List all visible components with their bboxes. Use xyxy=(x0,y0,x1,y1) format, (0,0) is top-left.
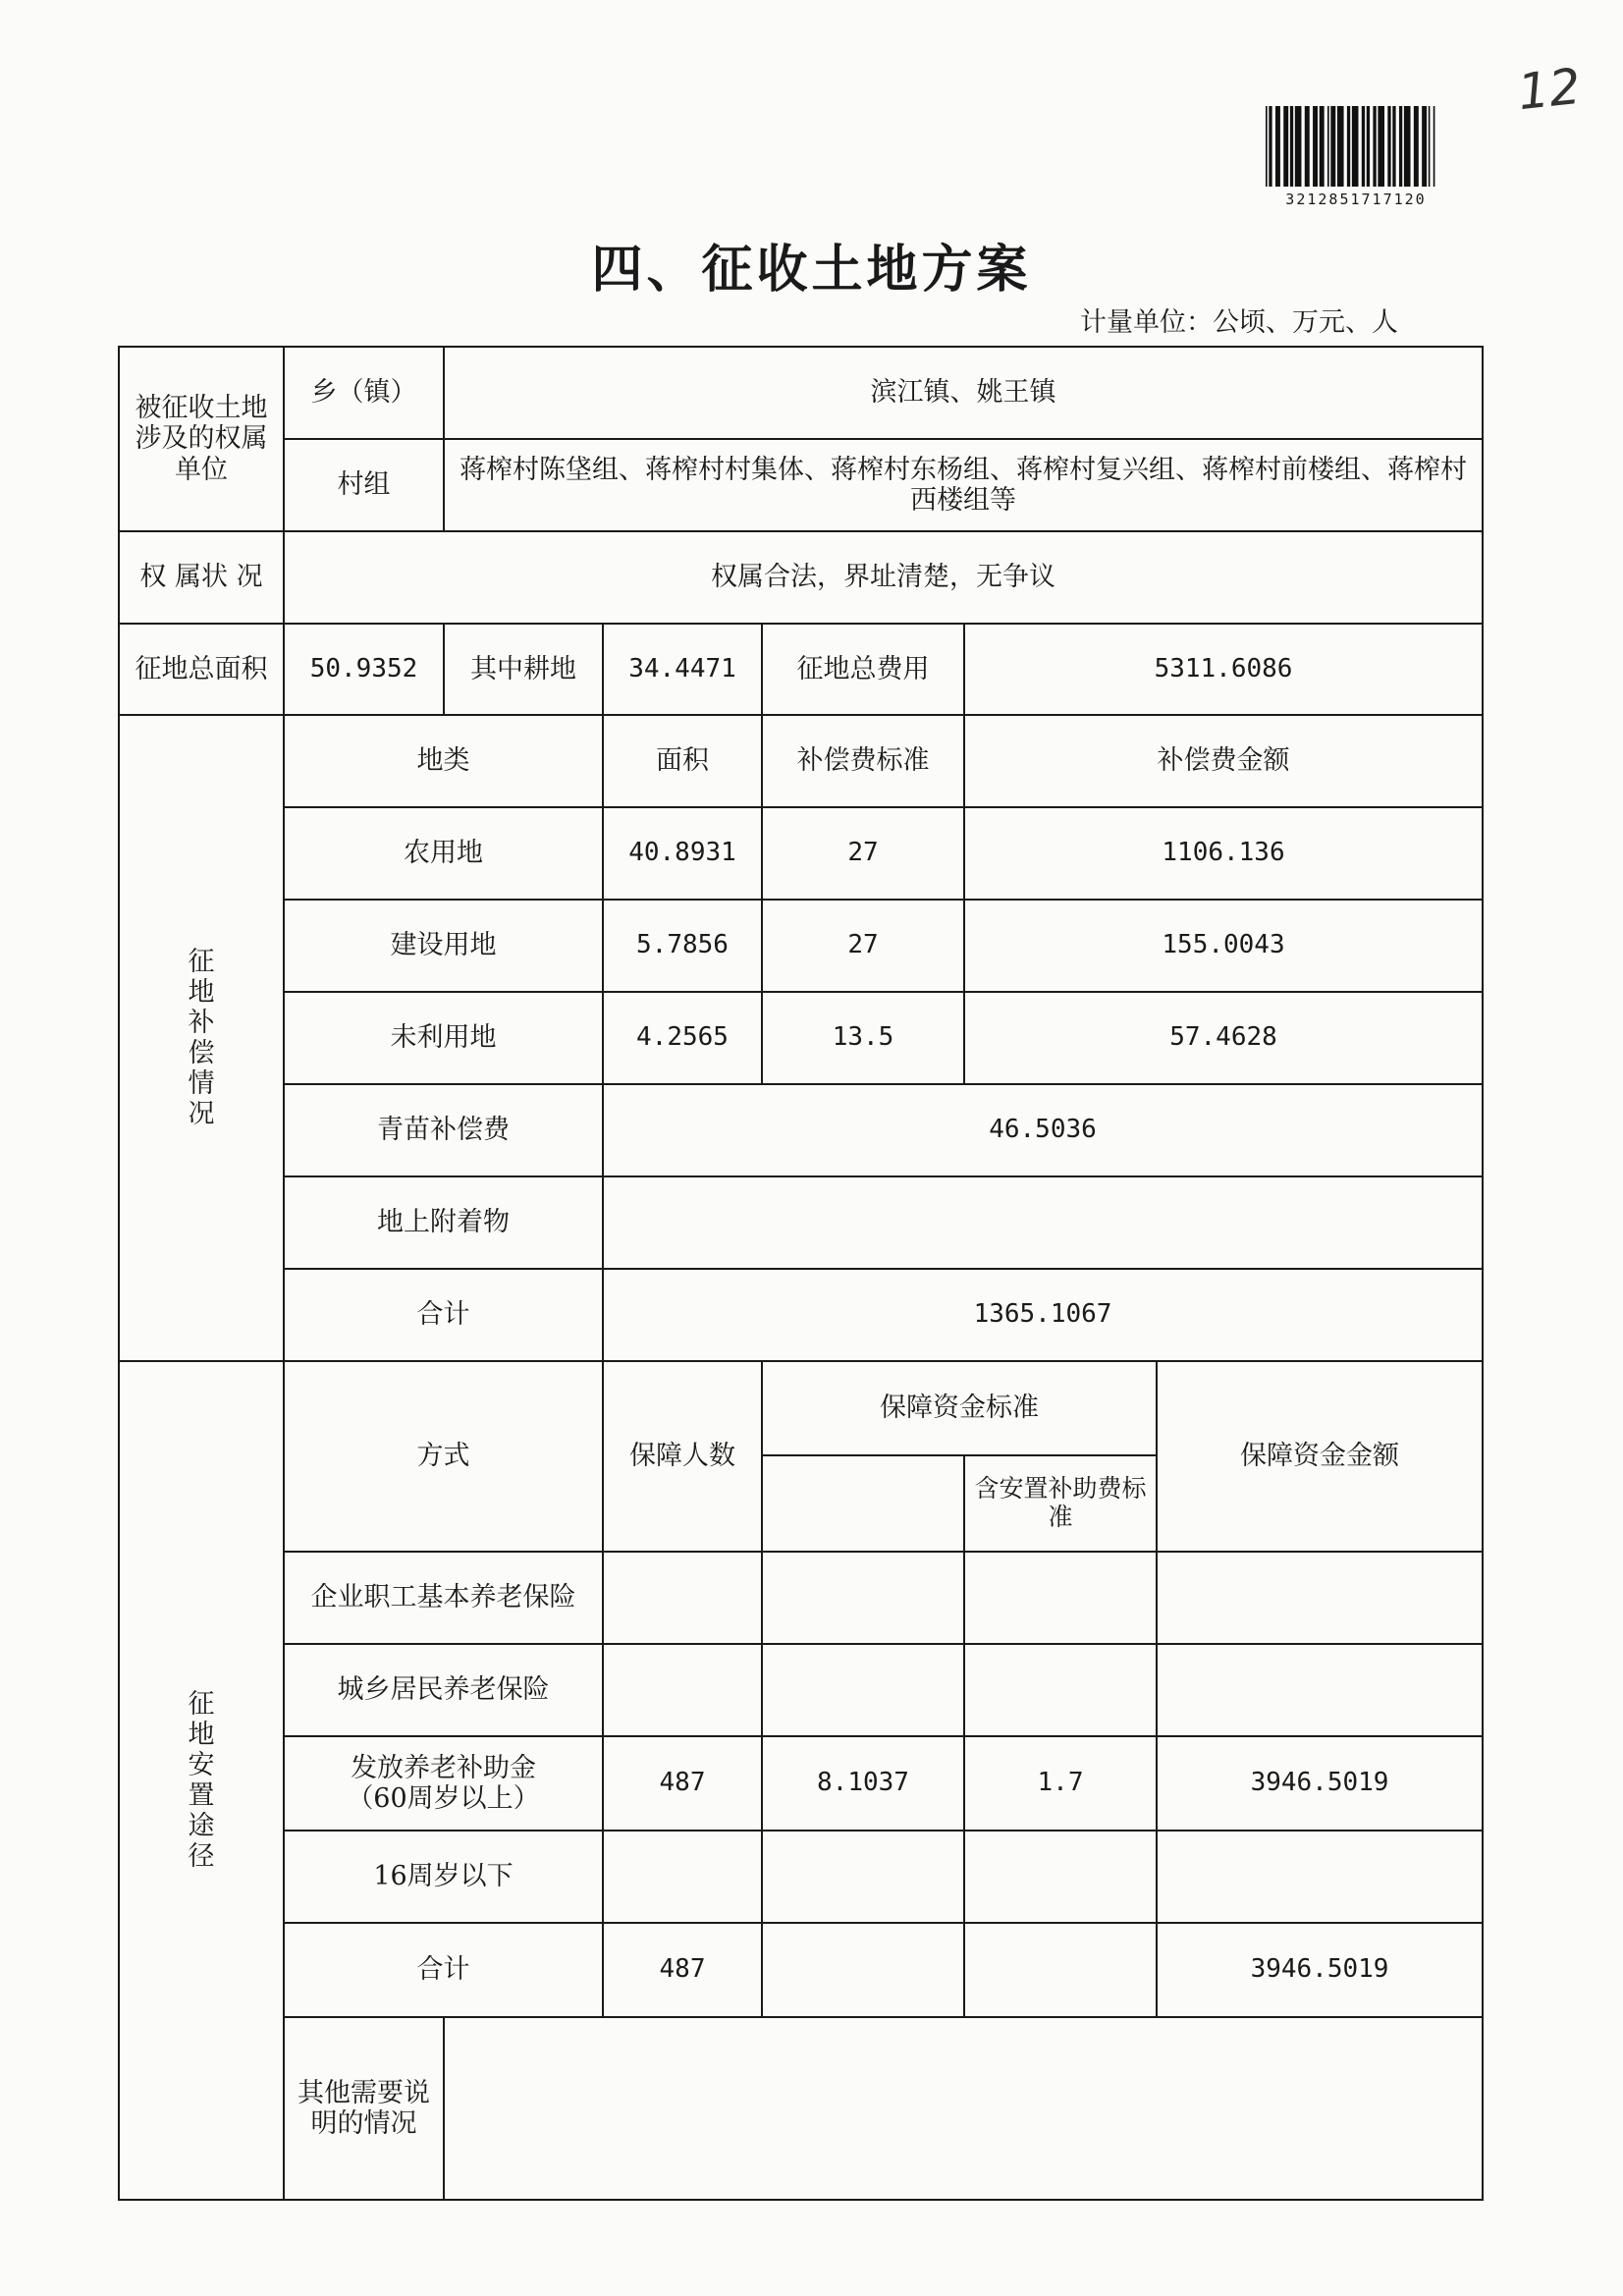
village-label: 村组 xyxy=(284,439,444,531)
res-row-standard xyxy=(762,1644,964,1736)
compensation-total-label: 合计 xyxy=(284,1269,603,1361)
comp-row-standard: 27 xyxy=(762,900,964,992)
barcode-number: 3212851717120 xyxy=(1285,191,1427,208)
res-row-standard xyxy=(762,1831,964,1923)
barcode-bar xyxy=(1347,106,1350,187)
resettlement-total-people: 487 xyxy=(603,1923,762,2017)
comp-row-type: 农用地 xyxy=(284,807,603,900)
res-row-subsidy: 1.7 xyxy=(964,1736,1157,1831)
barcode-bar xyxy=(1399,106,1402,187)
barcode-bar xyxy=(1414,106,1419,187)
res-header-standard-blank xyxy=(762,1455,964,1552)
barcode-bar xyxy=(1387,106,1390,187)
res-row xyxy=(119,1831,1483,1923)
land-acquisition-table xyxy=(118,346,1484,2201)
page-number: 12 xyxy=(1515,57,1584,122)
rights-label: 权 属状 况 xyxy=(119,531,284,624)
res-header-amount: 保障资金金额 xyxy=(1157,1361,1483,1552)
other-value xyxy=(444,2017,1483,2200)
cultivated-label: 其中耕地 xyxy=(444,624,603,715)
resettlement-total-label: 合计 xyxy=(284,1923,603,2017)
res-row-method: 16周岁以下 xyxy=(284,1831,603,1923)
barcode-bar xyxy=(1269,106,1271,187)
total-cost-value: 5311.6086 xyxy=(964,624,1483,715)
barcode-bar xyxy=(1305,106,1310,187)
resettlement-total-standard xyxy=(762,1923,964,2017)
barcode-bar xyxy=(1378,106,1384,187)
crops-value: 46.5036 xyxy=(603,1084,1483,1176)
village-value: 蒋榨村陈垡组、蒋榨村村集体、蒋榨村东杨组、蒋榨村复兴组、蒋榨村前楼组、蒋榨村西楼组等 xyxy=(444,439,1483,531)
comp-row-amount: 1106.136 xyxy=(964,807,1483,900)
barcode-bar xyxy=(1295,106,1302,187)
cultivated-value: 34.4471 xyxy=(603,624,762,715)
resettlement-label-text: 征地安置途径 xyxy=(188,1688,215,1873)
res-row-method-main: 发放养老补助金 xyxy=(351,1752,536,1783)
res-row-subsidy xyxy=(964,1644,1157,1736)
comp-header-type: 地类 xyxy=(284,715,603,807)
resettlement-total-amount: 3946.5019 xyxy=(1157,1923,1483,2017)
barcode-bar xyxy=(1362,106,1365,187)
res-row-standard: 8.1037 xyxy=(762,1736,964,1831)
barcode-bar xyxy=(1373,106,1376,187)
barcode-bar xyxy=(1283,106,1288,187)
crops-label: 青苗补偿费 xyxy=(284,1084,603,1176)
barcode-bar xyxy=(1290,106,1293,187)
res-row-standard xyxy=(762,1552,964,1644)
res-row-people xyxy=(603,1644,762,1736)
res-header-people: 保障人数 xyxy=(603,1361,762,1552)
other-label: 其他需要说明的情况 xyxy=(284,2017,444,2200)
township-value: 滨江镇、姚王镇 xyxy=(444,347,1483,439)
total-area-value: 50.9352 xyxy=(284,624,444,715)
res-row-method: 城乡居民养老保险 xyxy=(284,1644,603,1736)
res-row-amount xyxy=(1157,1831,1483,1923)
barcode-bar xyxy=(1320,106,1325,187)
resettlement-total-subsidy xyxy=(964,1923,1157,2017)
res-row-people xyxy=(603,1552,762,1644)
comp-row-type: 建设用地 xyxy=(284,900,603,992)
compensation-total-value: 1365.1067 xyxy=(603,1269,1483,1361)
res-row-amount: 3946.5019 xyxy=(1157,1736,1483,1831)
total-cost-label: 征地总费用 xyxy=(762,624,964,715)
comp-row xyxy=(119,807,1483,900)
barcode-bar xyxy=(1404,106,1411,187)
comp-row-area: 40.8931 xyxy=(603,807,762,900)
barcode-bar xyxy=(1337,106,1344,187)
res-header-standard: 保障资金标准 xyxy=(762,1361,1157,1455)
res-row-amount xyxy=(1157,1552,1483,1644)
attachments-label: 地上附着物 xyxy=(284,1176,603,1269)
res-row xyxy=(119,1552,1483,1644)
comp-row-type: 未利用地 xyxy=(284,992,603,1084)
res-row-amount xyxy=(1157,1644,1483,1736)
barcode-bar xyxy=(1392,106,1395,187)
res-row xyxy=(119,1644,1483,1736)
comp-header-standard: 补偿费标准 xyxy=(762,715,964,807)
comp-row-amount: 155.0043 xyxy=(964,900,1483,992)
comp-row xyxy=(119,900,1483,992)
rights-value: 权属合法，界址清楚，无争议 xyxy=(284,531,1483,624)
total-area-label: 征地总面积 xyxy=(119,624,284,715)
page-title: 四、征收土地方案 xyxy=(591,240,1032,300)
res-header-subsidy: 含安置补助费标准 xyxy=(964,1455,1157,1552)
res-row-people: 487 xyxy=(603,1736,762,1831)
compensation-label-text: 征地补偿情况 xyxy=(188,946,215,1130)
res-row-method: 企业职工基本养老保险 xyxy=(284,1552,603,1644)
compensation-label xyxy=(119,715,284,1361)
comp-row-standard: 13.5 xyxy=(762,992,964,1084)
barcode-bar xyxy=(1434,106,1435,187)
res-row-people xyxy=(603,1831,762,1923)
res-row-method-note: （60周岁以上） xyxy=(347,1783,540,1814)
res-row-subsidy xyxy=(964,1831,1157,1923)
unit-note: 计量单位：公顷、万元、人 xyxy=(1080,307,1398,338)
barcode-bar xyxy=(1367,106,1370,187)
comp-row-standard: 27 xyxy=(762,807,964,900)
comp-row-area: 4.2565 xyxy=(603,992,762,1084)
barcode-bar xyxy=(1313,106,1318,187)
barcode-bar xyxy=(1266,106,1268,187)
barcode-bar xyxy=(1275,106,1280,187)
barcode-bar xyxy=(1422,106,1427,187)
barcode-bar xyxy=(1330,106,1335,187)
barcode-bar xyxy=(1327,106,1329,187)
comp-header-area: 面积 xyxy=(603,715,762,807)
ownership-label: 被征收土地涉及的权属单位 xyxy=(119,347,284,531)
township-label: 乡（镇） xyxy=(284,347,444,439)
res-row-method xyxy=(284,1736,603,1831)
attachments-value xyxy=(603,1176,1483,1269)
barcode xyxy=(1260,106,1452,214)
comp-row xyxy=(119,992,1483,1084)
res-header-method: 方式 xyxy=(284,1361,603,1552)
comp-row-amount: 57.4628 xyxy=(964,992,1483,1084)
comp-row-area: 5.7856 xyxy=(603,900,762,992)
barcode-bars xyxy=(1266,106,1446,187)
barcode-bar xyxy=(1352,106,1359,187)
barcode-bar xyxy=(1429,106,1431,187)
res-row-subsidy xyxy=(964,1552,1157,1644)
resettlement-label xyxy=(119,1361,284,2200)
comp-header-amount: 补偿费金额 xyxy=(964,715,1483,807)
res-row xyxy=(119,1736,1483,1831)
